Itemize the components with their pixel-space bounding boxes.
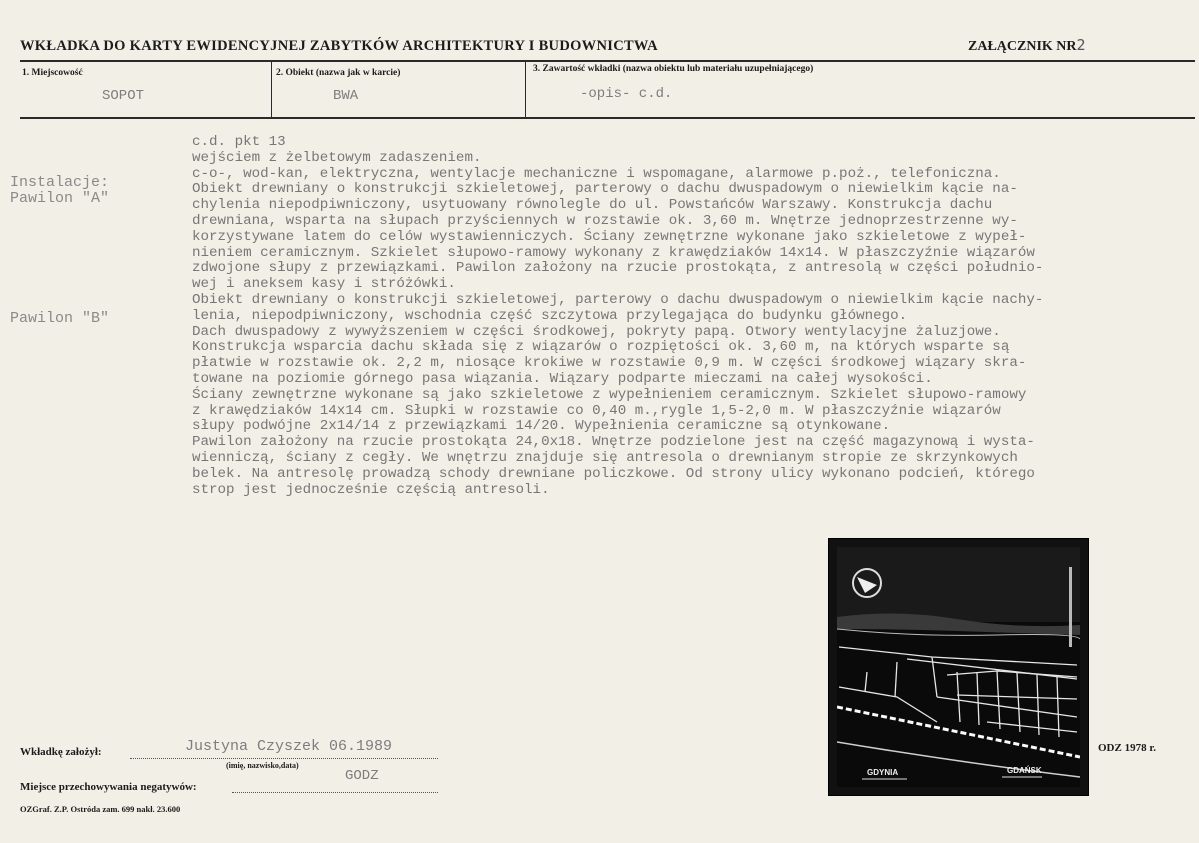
installations-note: Instalacje: <box>10 174 110 191</box>
field-bottom-rule <box>20 117 1195 119</box>
body-line: Ściany zewnętrzne wykonane są jako szkieletowe z wypełnieniem ceramicznym. Szkielet słupowo-ramowy <box>192 386 1027 403</box>
body-line: z krawędziaków 14x14 cm. Słupki w rozstawie co 0,40 m.,rygle 1,5-2,0 m. W płaszczyźnie wiązarów <box>192 402 1001 419</box>
body-line: nieniem ceramicznym. Szkielet słupowo-ramowy wykonany z krawędziaków 14x14. W płaszczyźnie wiązarów <box>192 244 1035 261</box>
body-line: Pawilon założony na rzucie prostokąta 24,0x18. Wnętrze podzielone jest na część magazynową i wysta- <box>192 434 1035 451</box>
attachment-label: ZAŁĄCZNIK NR <box>968 39 1077 54</box>
body-line: zdwojone słupy z przewiązkami. Pawilon założony na rzucie prostokąta, z antresolą w części południo- <box>192 260 1044 277</box>
founded-line <box>130 757 438 759</box>
contents-label: 3. Zawartość wkładki (nazwa obiektu lub materiału uzupełniającego) <box>533 64 814 74</box>
object-label: 2. Obiekt (nazwa jak w karcie) <box>276 68 401 78</box>
body-line: płatwie w rozstawie ok. 2,2 m, niosące krokiwe w rozstawie 0,9 m. W części środkowej wiązary skra- <box>192 355 1027 372</box>
body-line: słupy podwójne 2x14/14 z przewiązkami 14/20. Wypełnienia ceramiczne są otynkowane. <box>192 418 891 435</box>
attachment-number: 2 <box>1076 36 1086 54</box>
form-title: WKŁADKA DO KARTY EWIDENCYJNEJ ZABYTKÓW ARCHITEKTURY I BUDOWNICTWA <box>20 38 658 54</box>
body-line: Obiekt drewniany o konstrukcji szkieletowej, parterowy o dachu dwuspadowym o niewielkim kącie na- <box>192 181 1018 198</box>
body-line: Konstrukcja wsparcia dachu składa się z wiązarów o rozpiętości ok. 3,60 m, na których wsparte są <box>192 339 1010 356</box>
body-line: wej i aneksem kasy i stróżówki. <box>192 276 456 293</box>
print-info: OZGraf. Z.P. Ostróda zam. 699 nakł. 23.600 <box>20 804 181 814</box>
body-line: strop jest jednocześnie częścią antresoli. <box>192 481 550 498</box>
place-label: 1. Miejscowość <box>22 68 83 78</box>
body-line: Obiekt drewniany o konstrukcji szkieletowej, parterowy o dachu dwuspadowym o niewielkim kącie nachy- <box>192 291 1044 308</box>
header-top-rule <box>20 60 1195 62</box>
founded-label: Wkładkę założył: <box>20 746 102 758</box>
storage-value: GODZ <box>345 768 379 784</box>
contents-value: -opis- c.d. <box>580 86 673 102</box>
map-label-gdynia: GDYNIA <box>867 768 899 777</box>
map-label-gdansk: GDAŃSK <box>1007 766 1042 775</box>
map-frame <box>837 547 1080 787</box>
description-text <box>192 135 1192 498</box>
founded-hint: (imię, nazwisko,data) <box>226 761 299 770</box>
place-value: SOPOT <box>102 88 145 104</box>
body-line: drewniana, wsparta na słupach przyściennych w rozstawie ok. 3,60 m. Wnętrze jednoprzestrzenne wy- <box>192 212 1018 229</box>
location-map <box>837 547 1080 787</box>
storage-line <box>232 791 438 793</box>
pavilion-a-note: Pawilon "A" <box>10 190 110 207</box>
founded-value: Justyna Czyszek 06.1989 <box>185 738 393 755</box>
body-line: korzystywane latem do celów wystawienniczych. Ściany zewnętrzne wykonane jako szkieletowe z wypeł- <box>192 228 1027 245</box>
body-line: belek. Na antresolę prowadzą schody drewniane policzkowe. Od strony ulicy wykonano podcień, którego <box>192 465 1035 482</box>
field-divider-2 <box>525 62 526 117</box>
body-line: wienniczą, ściany z cegły. We wnętrzu znajduje się antresola o drewnianym stropie ze skrzynkowych <box>192 449 1018 466</box>
body-line: c-o-, wod-kan, elektryczna, wentylacje mechaniczne i wspomagane, alarmowe p.poż., telefoniczna. <box>192 165 1001 182</box>
body-line: wejściem z żelbetowym zadaszeniem. <box>192 149 482 166</box>
storage-label: Miejsce przechowywania negatywów: <box>20 781 197 793</box>
body-line: c.d. pkt 13 <box>192 134 286 150</box>
pavilion-b-note: Pawilon "B" <box>10 310 110 327</box>
body-line: lenia, niepodpiwniczony, wschodnia część szczytowa przylegająca do budynku głównego. <box>192 307 908 324</box>
location-map-photo <box>828 538 1089 796</box>
attachment-number-block <box>968 36 1086 55</box>
body-line: Dach dwuspadowy z wywyższeniem w części środkowej, pokryty papą. Otwory wentylacyjne żaluzjowe. <box>192 323 1001 340</box>
form-code: ODZ 1978 r. <box>1098 742 1156 754</box>
body-line: towane na poziomie górnego pasa wiązania. Wiązary podparte mieczami na całej wysokości. <box>192 370 933 387</box>
body-line: chylenia niepodpiwniczony, usytuowany równolegle do ul. Powstańców Warszawy. Konstrukcja dachu <box>192 197 993 214</box>
field-divider-1 <box>271 62 272 117</box>
object-value: BWA <box>333 88 359 104</box>
